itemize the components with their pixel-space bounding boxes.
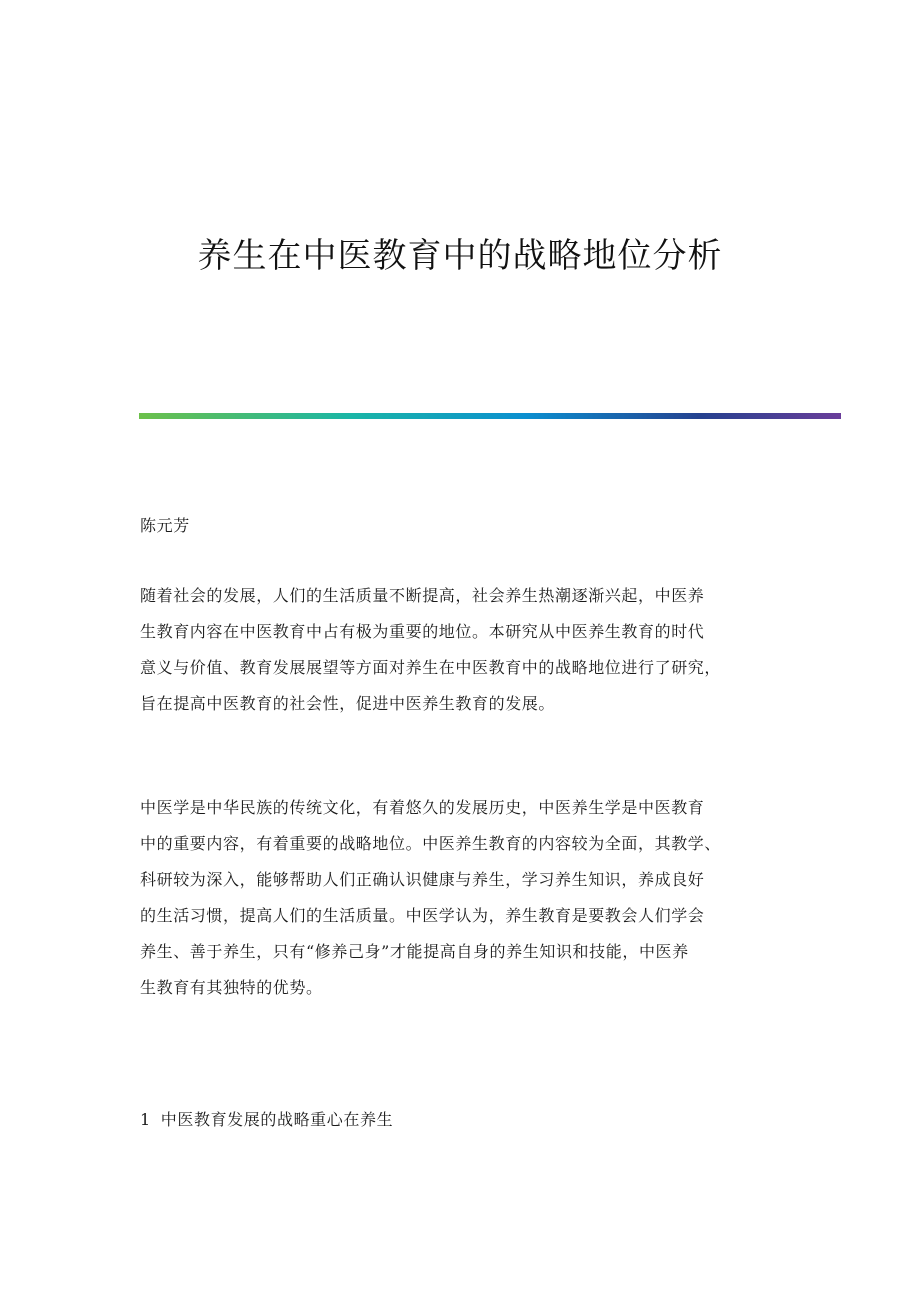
document-title: 养生在中医教育中的战略地位分析 <box>197 236 723 276</box>
section-heading-1 <box>140 1102 790 1138</box>
section-number: 1 <box>140 1110 151 1129</box>
abstract-line: 意义与价值、教育发展展望等方面对养生在中医教育中的战略地位进行了研究， <box>140 658 722 677</box>
abstract-paragraph <box>140 578 790 722</box>
intro-line: 科研较为深入，能够帮助人们正确认识健康与养生，学习养生知识，养成良好 <box>140 870 705 889</box>
intro-line: 的生活习惯，提高人们的生活质量。中医学认为，养生教育是要教会人们学会 <box>140 906 705 925</box>
intro-line: 养生、善于养生，只有“修养己身”才能提高自身的养生知识和技能，中医养 <box>140 942 689 961</box>
author-name: 陈元芳 <box>140 516 190 535</box>
abstract-line: 随着社会的发展，人们的生活质量不断提高，社会养生热潮逐渐兴起，中医养 <box>140 586 705 605</box>
section-heading-text: 中医教育发展的战略重心在养生 <box>160 1110 394 1129</box>
title-gradient-rule <box>139 413 841 419</box>
abstract-line: 生教育内容在中医教育中占有极为重要的地位。本研究从中医养生教育的时代 <box>140 622 705 641</box>
intro-line: 中的重要内容，有着重要的战略地位。中医养生教育的内容较为全面，其教学、 <box>140 834 722 853</box>
intro-paragraph <box>140 790 790 1006</box>
intro-line: 中医学是中华民族的传统文化，有着悠久的发展历史，中医养生学是中医教育 <box>140 798 705 817</box>
abstract-line: 旨在提高中医教育的社会性，促进中医养生教育的发展。 <box>140 694 556 713</box>
intro-line: 生教育有其独特的优势。 <box>140 978 323 997</box>
